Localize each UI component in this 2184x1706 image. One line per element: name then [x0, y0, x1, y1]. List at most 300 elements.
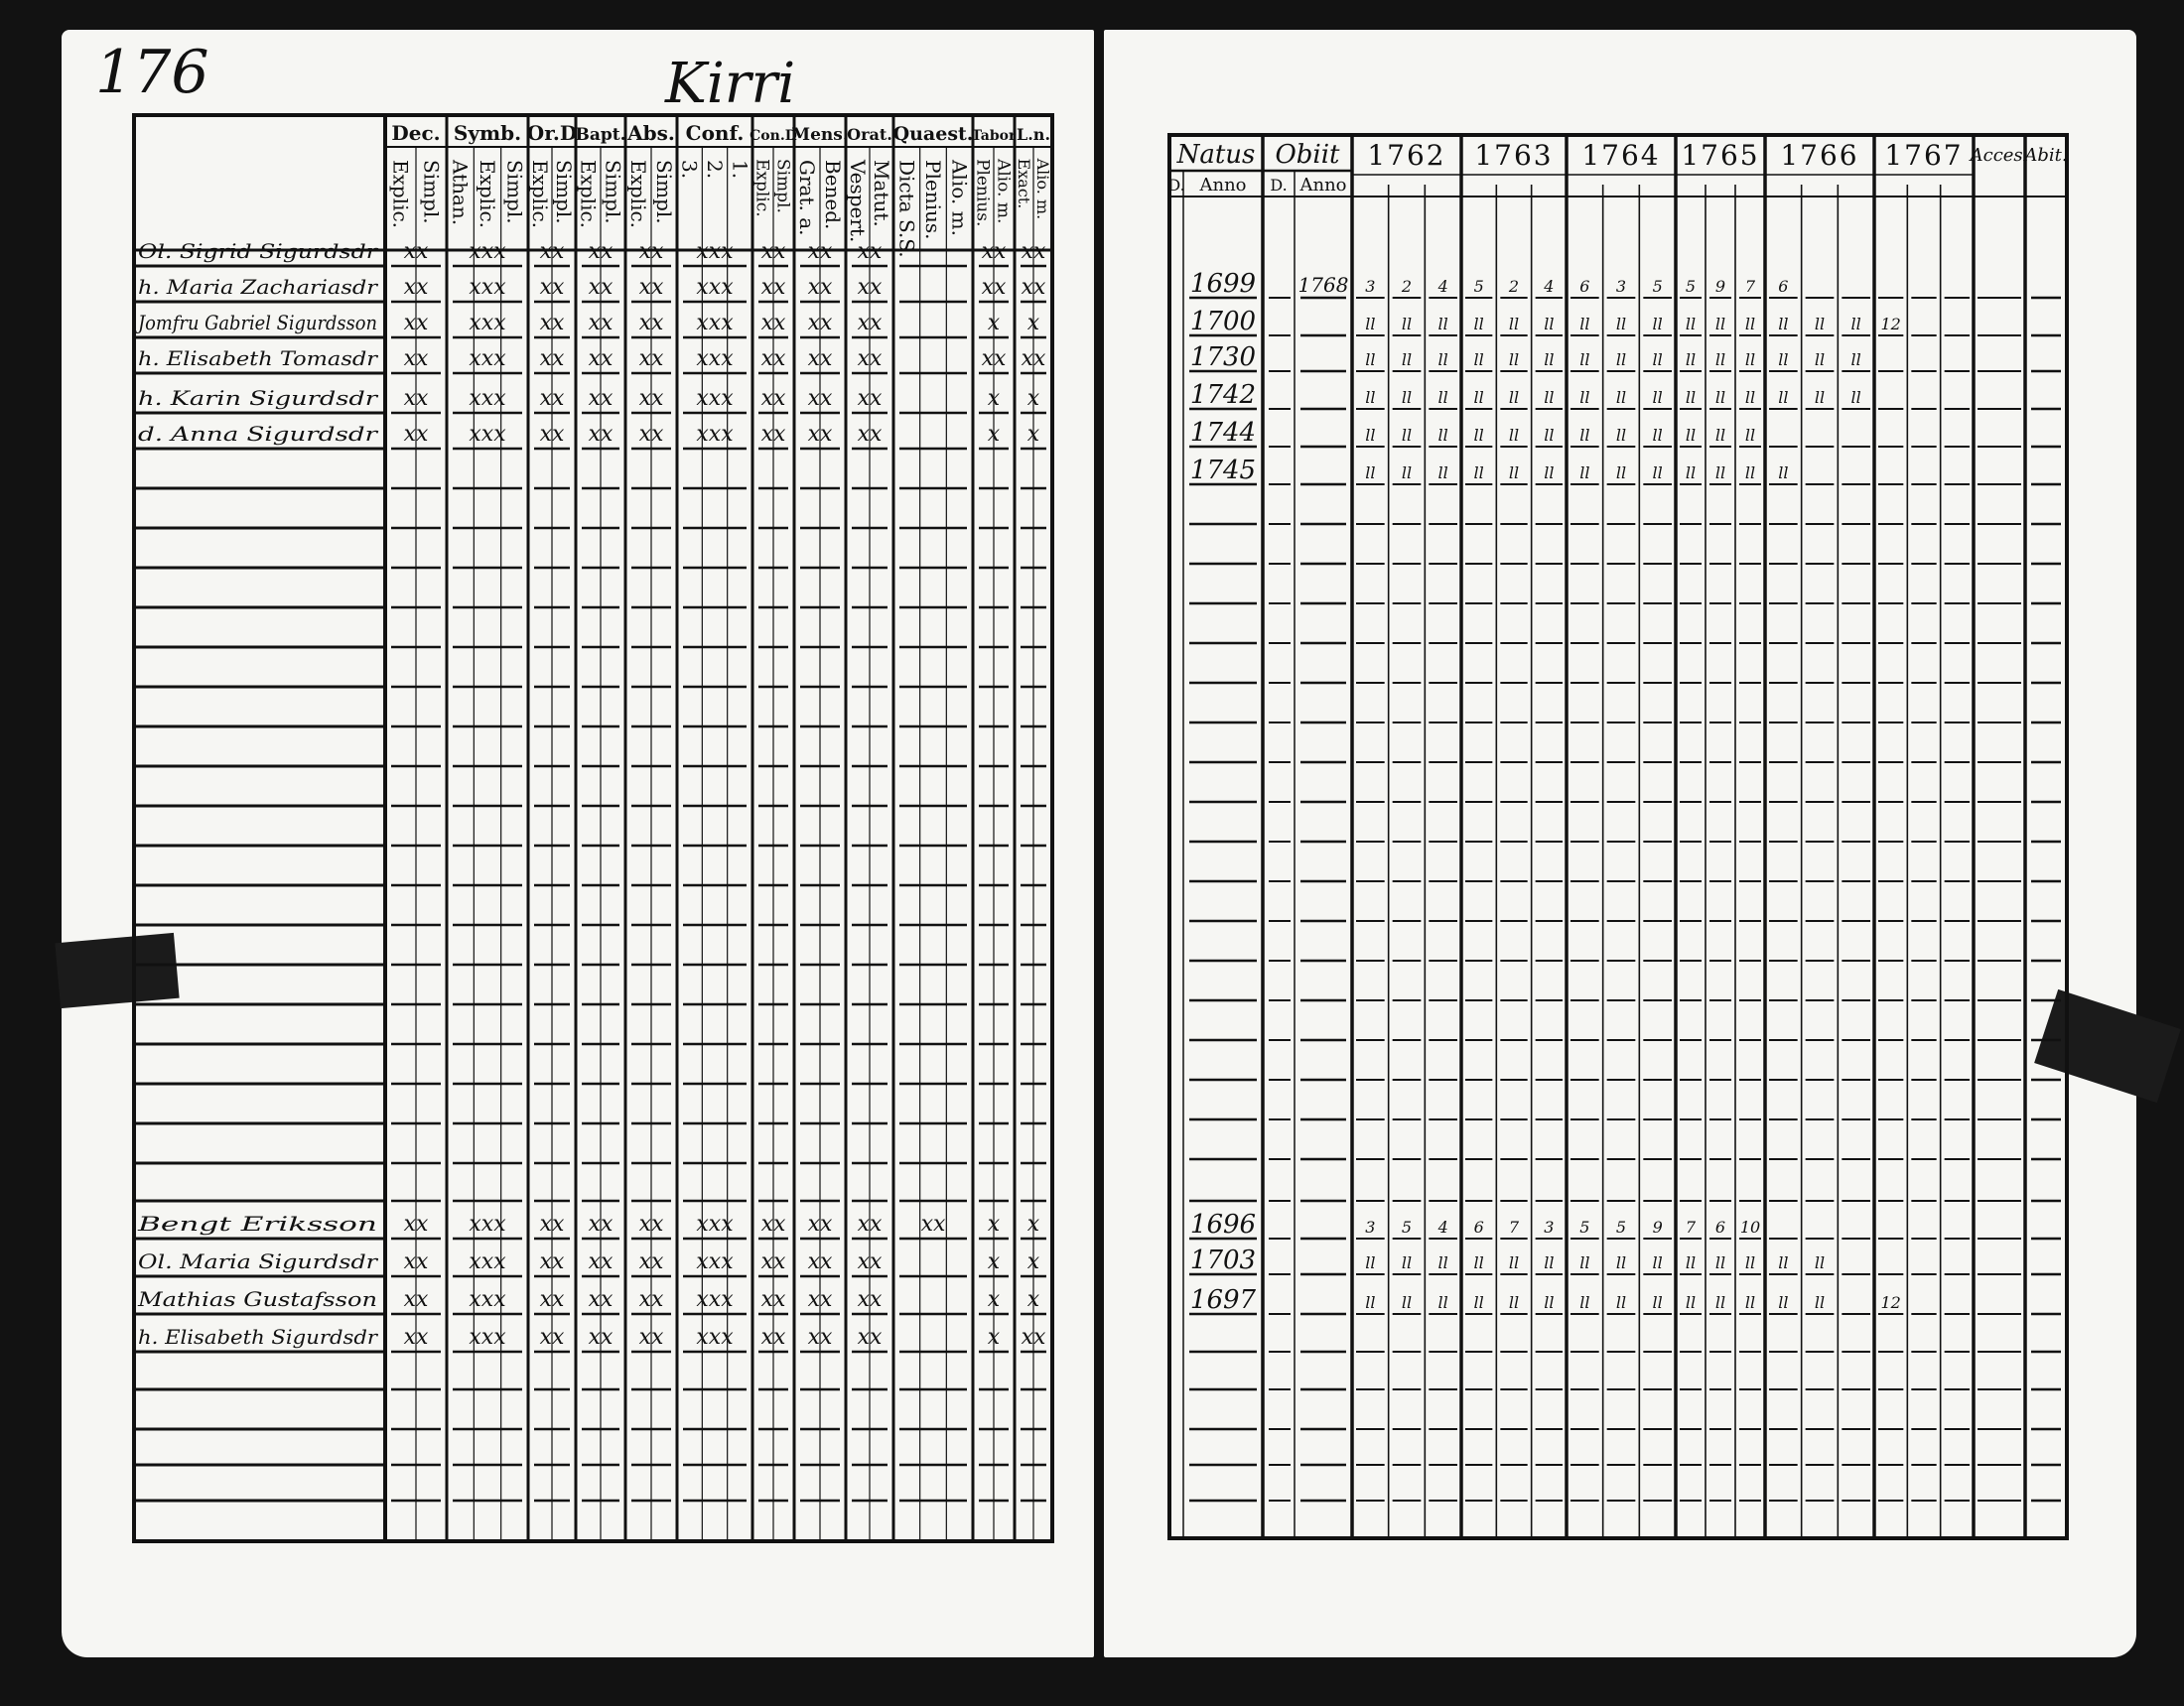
upper-row-mark: xx — [981, 275, 1007, 300]
upper-row-cell: ll — [1473, 463, 1484, 482]
upper-row-cell: ll — [1615, 426, 1627, 445]
column-subheader: Simpl. — [502, 159, 527, 224]
upper-row-cell: 2 — [1401, 277, 1413, 296]
upper-row-mark: xx — [857, 239, 883, 264]
upper-row-died: 1768 — [1297, 273, 1349, 297]
upper-row-born: 1745 — [1189, 456, 1257, 485]
upper-row-mark: xx — [403, 346, 429, 371]
column-subheader: Simpl. — [601, 160, 625, 224]
upper-row-cell: 9 — [1714, 277, 1726, 296]
upper-row-mark: xx — [1021, 239, 1046, 264]
upper-row-cell: ll — [1685, 463, 1697, 482]
lower-row-mark: xx — [539, 1325, 565, 1350]
column-header: Or.D — [526, 121, 578, 145]
upper-row-mark: xx — [760, 346, 786, 371]
lower-row-mark: xx — [638, 1212, 664, 1237]
lower-row-name: Ol. Maria Sigurdsdr — [138, 1249, 379, 1273]
upper-row-mark: xx — [588, 311, 614, 335]
lower-row-cell: 9 — [1652, 1218, 1663, 1237]
upper-row-mark: xx — [857, 275, 883, 300]
upper-row-cell: ll — [1778, 463, 1789, 482]
upper-row-mark: xx — [807, 422, 833, 447]
upper-row-cell: ll — [1508, 315, 1520, 333]
lower-row-cell: ll — [1685, 1293, 1697, 1312]
column-subheader: Vespert. — [846, 160, 870, 243]
lower-row-cell: ll — [1473, 1293, 1484, 1312]
upper-row-cell: ll — [1508, 426, 1520, 445]
upper-row-mark: xx — [403, 275, 429, 300]
upper-row-cell: ll — [1473, 388, 1484, 407]
lower-row-cell: ll — [1615, 1293, 1627, 1312]
lower-row-mark: xx — [403, 1325, 429, 1350]
upper-row-cell: ll — [1615, 350, 1627, 369]
upper-row-cell: 5 — [1473, 277, 1484, 296]
lower-row-born: 1697 — [1189, 1285, 1257, 1315]
lower-row-mark: xx — [1021, 1325, 1046, 1350]
column-subheader: Explic. — [576, 160, 601, 229]
upper-row-mark: x — [1026, 311, 1040, 335]
upper-row-cell: ll — [1508, 350, 1520, 369]
upper-row-cell: ll — [1714, 388, 1726, 407]
lower-row-cell: 3 — [1544, 1218, 1555, 1237]
lower-row-mark: xx — [403, 1249, 429, 1274]
upper-row-cell: 3 — [1615, 277, 1627, 296]
upper-row-cell: ll — [1778, 388, 1789, 407]
upper-row-cell: ll — [1544, 350, 1555, 369]
upper-row-cell: ll — [1508, 463, 1520, 482]
year-header: 1767 — [1884, 139, 1964, 172]
column-subheader: Explic. — [476, 160, 499, 229]
lower-row-born: 1703 — [1189, 1246, 1257, 1275]
upper-row-mark: xxx — [696, 386, 734, 411]
upper-row-name: h. Elisabeth Tomasdr — [138, 346, 379, 370]
lower-row-cell: 5 — [1579, 1218, 1590, 1237]
lower-row-cell: 5 — [1401, 1218, 1413, 1237]
upper-row-cell: ll — [1401, 463, 1413, 482]
upper-row-cell: ll — [1714, 315, 1726, 333]
upper-row-mark: xxx — [469, 275, 506, 300]
lower-row-cell: ll — [1685, 1253, 1697, 1272]
upper-row-cell: ll — [1579, 350, 1590, 369]
column-subheader: Explic. — [626, 160, 650, 229]
lower-row-mark: xxx — [469, 1287, 506, 1312]
upper-row-name: Ol. Sigrid Sigurdsdr — [138, 239, 379, 263]
lower-row-mark: xx — [403, 1287, 429, 1312]
lower-row-mark: xx — [539, 1212, 565, 1237]
upper-row-mark: xxx — [696, 346, 734, 371]
upper-row-mark: xx — [588, 386, 614, 411]
lower-row-mark: xx — [539, 1249, 565, 1274]
upper-row-cell: 12 — [1880, 315, 1901, 333]
upper-row-cell: 2 — [1508, 277, 1520, 296]
lower-row-cell: ll — [1778, 1253, 1789, 1272]
lower-row-mark: xx — [403, 1212, 429, 1237]
upper-row-mark: xx — [760, 239, 786, 264]
upper-row-mark: xx — [539, 275, 565, 300]
year-header: 1763 — [1474, 139, 1554, 172]
upper-row-mark: xx — [857, 386, 883, 411]
lower-row-cell: ll — [1714, 1253, 1726, 1272]
upper-row-name: d. Anna Sigurdsdr — [138, 422, 379, 446]
lower-row-mark: xx — [807, 1325, 833, 1350]
upper-row-cell: ll — [1744, 315, 1756, 333]
lower-row-cell: ll — [1579, 1253, 1590, 1272]
lower-row-cell: 7 — [1508, 1218, 1520, 1237]
upper-row-cell: ll — [1544, 315, 1555, 333]
upper-row-cell: ll — [1814, 315, 1826, 333]
column-subheader: Explic. — [388, 160, 413, 229]
lower-row-cell: 6 — [1473, 1218, 1484, 1237]
upper-row-mark: xx — [539, 386, 565, 411]
lower-row-cell: 3 — [1365, 1218, 1376, 1237]
upper-row-mark: xxx — [696, 422, 734, 447]
upper-row-cell: ll — [1685, 315, 1697, 333]
upper-row-cell: ll — [1685, 426, 1697, 445]
lower-row-cell: ll — [1652, 1293, 1663, 1312]
lower-row-cell: ll — [1437, 1253, 1448, 1272]
lower-row-mark: xx — [920, 1212, 946, 1237]
upper-row-mark: xx — [807, 346, 833, 371]
upper-row-cell: ll — [1685, 350, 1697, 369]
upper-row-cell: ll — [1814, 388, 1826, 407]
lower-row-cell: ll — [1814, 1293, 1826, 1312]
upper-row-cell: ll — [1850, 388, 1861, 407]
upper-row-cell: ll — [1652, 388, 1663, 407]
upper-row-cell: ll — [1544, 388, 1555, 407]
lower-row-cell: ll — [1401, 1253, 1413, 1272]
upper-row-mark: xx — [588, 275, 614, 300]
upper-row-born: 1699 — [1189, 269, 1257, 299]
column-header: L.n. — [1016, 125, 1051, 144]
lower-row-cell: ll — [1579, 1293, 1590, 1312]
year-header: 1762 — [1367, 139, 1446, 172]
column-header: Dec. — [391, 121, 441, 145]
lower-row-mark: xx — [857, 1325, 883, 1350]
upper-row-cell: ll — [1685, 388, 1697, 407]
lower-row-cell: ll — [1714, 1293, 1726, 1312]
upper-row-mark: xx — [539, 311, 565, 335]
upper-row-born: 1742 — [1189, 380, 1257, 410]
year-header: 1764 — [1581, 139, 1661, 172]
upper-row-mark: xx — [638, 422, 664, 447]
obiit-anno-label: Anno — [1299, 175, 1347, 196]
upper-row-cell: ll — [1473, 350, 1484, 369]
upper-row-mark: xxx — [696, 311, 734, 335]
year-header: 1765 — [1681, 139, 1760, 172]
upper-row-cell: ll — [1365, 350, 1376, 369]
lower-row-mark: xx — [807, 1212, 833, 1237]
upper-row-cell: ll — [1579, 388, 1590, 407]
obiit-header: Obiit — [1275, 140, 1340, 170]
upper-row-cell: ll — [1544, 463, 1555, 482]
upper-row-cell: ll — [1615, 315, 1627, 333]
upper-row-mark: xx — [807, 275, 833, 300]
upper-row-cell: ll — [1615, 388, 1627, 407]
upper-row-cell: ll — [1744, 426, 1756, 445]
column-subheader: Dicta S.S. — [894, 160, 919, 258]
lower-row-cell: ll — [1814, 1253, 1826, 1272]
upper-row-mark: xx — [1021, 346, 1046, 371]
natus-day-label: D. — [1167, 176, 1185, 195]
upper-row-cell: 5 — [1652, 277, 1663, 296]
upper-row-born: 1744 — [1189, 418, 1257, 448]
upper-row-mark: xxx — [469, 239, 506, 264]
upper-row-cell: ll — [1778, 315, 1789, 333]
upper-row-cell: ll — [1850, 350, 1861, 369]
lower-row-mark: xx — [638, 1249, 664, 1274]
lower-row-name: h. Elisabeth Sigurdsdr — [138, 1325, 379, 1349]
lower-row-cell: ll — [1544, 1293, 1555, 1312]
upper-row-mark: x — [987, 386, 1001, 411]
upper-row-mark: xx — [638, 275, 664, 300]
lower-row-mark: x — [987, 1325, 1001, 1350]
upper-row-born: 1730 — [1189, 342, 1257, 372]
upper-row-mark: xxx — [696, 239, 734, 264]
lower-row-mark: xx — [857, 1212, 883, 1237]
upper-row-mark: xx — [857, 422, 883, 447]
upper-row-cell: 4 — [1437, 277, 1448, 296]
upper-row-mark: x — [1026, 386, 1040, 411]
upper-row-mark: xxx — [469, 422, 506, 447]
lower-row-mark: xx — [588, 1325, 614, 1350]
column-subheader: Plenius. — [921, 160, 945, 240]
upper-row-cell: ll — [1615, 463, 1627, 482]
column-header: Abs. — [627, 121, 675, 145]
upper-row-cell: ll — [1437, 350, 1448, 369]
upper-row-cell: 7 — [1744, 277, 1756, 296]
lower-row-cell: ll — [1544, 1253, 1555, 1272]
lower-row-mark: xx — [807, 1287, 833, 1312]
lower-row-mark: xxx — [696, 1249, 734, 1274]
lower-row-mark: xxx — [696, 1287, 734, 1312]
upper-row-cell: ll — [1579, 463, 1590, 482]
upper-row-cell: ll — [1652, 463, 1663, 482]
lower-row-born: 1696 — [1189, 1210, 1257, 1240]
column-subheader: Alio. m. — [1032, 158, 1052, 220]
upper-row-cell: ll — [1508, 388, 1520, 407]
upper-row-mark: xx — [403, 422, 429, 447]
upper-row-cell: 4 — [1544, 277, 1555, 296]
upper-row-mark: xx — [857, 346, 883, 371]
upper-row-cell: 6 — [1778, 277, 1789, 296]
upper-row-cell: ll — [1714, 350, 1726, 369]
lower-row-mark: xx — [588, 1212, 614, 1237]
lower-row-mark: xxx — [469, 1249, 506, 1274]
column-header: Tabor — [971, 128, 1017, 144]
upper-row-mark: x — [987, 311, 1001, 335]
lower-row-cell: ll — [1652, 1253, 1663, 1272]
upper-row-cell: ll — [1437, 388, 1448, 407]
lower-row-cell: 12 — [1880, 1293, 1901, 1312]
upper-row-cell: ll — [1401, 426, 1413, 445]
upper-row-cell: ll — [1401, 315, 1413, 333]
upper-row-mark: xx — [760, 422, 786, 447]
lower-row-cell: ll — [1365, 1253, 1376, 1272]
upper-row-mark: xxx — [469, 386, 506, 411]
lower-row-cell: ll — [1437, 1293, 1448, 1312]
lower-row-name: Bengt Eriksson — [136, 1212, 377, 1236]
upper-row-cell: ll — [1744, 350, 1756, 369]
lower-row-cell: ll — [1508, 1293, 1520, 1312]
column-subheader: Simpl. — [419, 160, 444, 224]
lower-row-cell: 10 — [1739, 1218, 1761, 1237]
upper-row-cell: ll — [1714, 463, 1726, 482]
upper-row-mark: xx — [638, 311, 664, 335]
lower-row-mark: x — [1026, 1287, 1040, 1312]
upper-row-mark: xx — [403, 239, 429, 264]
upper-row-mark: xx — [588, 239, 614, 264]
lower-row-cell: ll — [1744, 1253, 1756, 1272]
column-subheader: 3. — [677, 160, 702, 180]
upper-row-mark: xx — [403, 311, 429, 335]
upper-row-mark: xx — [1021, 275, 1046, 300]
upper-row-cell: ll — [1365, 315, 1376, 333]
lower-row-name: Mathias Gustafsson — [136, 1287, 377, 1311]
upper-row-cell: ll — [1437, 426, 1448, 445]
column-header: Symb. — [453, 121, 522, 145]
lower-row-mark: xxx — [469, 1325, 506, 1350]
lower-row-mark: xx — [539, 1287, 565, 1312]
upper-row-cell: ll — [1652, 315, 1663, 333]
upper-row-mark: xx — [981, 346, 1007, 371]
lower-row-mark: xx — [760, 1249, 786, 1274]
lower-row-mark: xx — [857, 1249, 883, 1274]
upper-row-cell: ll — [1473, 426, 1484, 445]
column-subheader: Alio. m. — [947, 160, 972, 236]
upper-row-cell: ll — [1652, 350, 1663, 369]
upper-row-mark: xx — [403, 386, 429, 411]
upper-row-mark: xx — [539, 239, 565, 264]
column-header: Conf. — [685, 121, 745, 145]
column-subheader: Simpl. — [772, 158, 793, 213]
column-subheader: Bened. — [821, 160, 845, 230]
upper-row-cell: ll — [1473, 315, 1484, 333]
upper-row-cell: ll — [1401, 350, 1413, 369]
parish-heading: Kirri — [665, 52, 796, 116]
upper-row-cell: ll — [1778, 350, 1789, 369]
upper-row-cell: ll — [1714, 426, 1726, 445]
upper-row-cell: 5 — [1685, 277, 1697, 296]
column-subheader: Explic. — [528, 160, 552, 229]
natus-anno-label: Anno — [1199, 175, 1247, 196]
upper-row-cell: 3 — [1365, 277, 1376, 296]
column-header: Bapt. — [575, 125, 626, 145]
upper-row-cell: ll — [1744, 388, 1756, 407]
upper-row-name: Jomfru Gabriel Sigurdsson — [134, 311, 377, 334]
column-subheader: Matut. — [870, 160, 893, 227]
column-subheader: 2. — [703, 160, 727, 180]
lower-row-mark: x — [1026, 1249, 1040, 1274]
lower-row-mark: xx — [760, 1212, 786, 1237]
lower-row-cell: ll — [1615, 1253, 1627, 1272]
upper-row-born: 1700 — [1189, 307, 1257, 336]
upper-row-cell: ll — [1437, 315, 1448, 333]
lower-row-cell: ll — [1778, 1293, 1789, 1312]
table-frame — [1169, 135, 2067, 1538]
lower-row-cell: ll — [1744, 1293, 1756, 1312]
accessit-header: Acces. — [1970, 145, 2029, 166]
lower-row-mark: xxx — [696, 1212, 734, 1237]
upper-row-mark: xxx — [469, 311, 506, 335]
lower-row-cell: 7 — [1685, 1218, 1697, 1237]
upper-row-cell: ll — [1652, 426, 1663, 445]
column-header: Con.D — [750, 128, 797, 144]
lower-row-cell: 4 — [1437, 1218, 1448, 1237]
lower-row-mark: xx — [588, 1287, 614, 1312]
natus-header: Natus — [1176, 140, 1256, 170]
lower-row-mark: xx — [638, 1287, 664, 1312]
lower-row-mark: xxx — [469, 1212, 506, 1237]
lower-row-cell: ll — [1401, 1293, 1413, 1312]
upper-row-cell: ll — [1365, 426, 1376, 445]
upper-row-name: h. Maria Zachariasdr — [138, 275, 379, 299]
lower-row-mark: xxx — [696, 1325, 734, 1350]
upper-row-mark: xx — [539, 422, 565, 447]
year-header: 1766 — [1780, 139, 1859, 172]
page-number: 176 — [95, 38, 209, 107]
upper-row-name: h. Karin Sigurdsdr — [138, 386, 379, 410]
upper-row-mark: xx — [638, 386, 664, 411]
upper-row-mark: x — [1026, 422, 1040, 447]
upper-row-mark: xx — [807, 311, 833, 335]
upper-row-mark: x — [987, 422, 1001, 447]
upper-row-mark: xx — [638, 346, 664, 371]
upper-row-mark: xx — [588, 422, 614, 447]
lower-row-mark: xx — [857, 1287, 883, 1312]
lower-row-mark: x — [987, 1249, 1001, 1274]
column-header: Quaest. — [892, 123, 974, 145]
column-subheader: Explic. — [751, 158, 772, 217]
lower-row-mark: x — [987, 1212, 1001, 1237]
lower-row-cell: 6 — [1714, 1218, 1726, 1237]
lower-row-cell: ll — [1508, 1253, 1520, 1272]
column-subheader: Exact. — [1014, 158, 1033, 209]
upper-row-mark: xx — [857, 311, 883, 335]
upper-row-mark: xxx — [469, 346, 506, 371]
upper-row-mark: xx — [638, 239, 664, 264]
upper-row-cell: ll — [1401, 388, 1413, 407]
upper-row-mark: xx — [807, 239, 833, 264]
upper-row-cell: ll — [1744, 463, 1756, 482]
upper-row-cell: ll — [1579, 426, 1590, 445]
lower-row-mark: xx — [807, 1249, 833, 1274]
upper-row-mark: xx — [760, 386, 786, 411]
upper-row-cell: ll — [1544, 426, 1555, 445]
upper-row-cell: ll — [1365, 463, 1376, 482]
lower-row-mark: x — [1026, 1212, 1040, 1237]
lower-row-cell: ll — [1473, 1253, 1484, 1272]
upper-row-mark: xxx — [696, 275, 734, 300]
abiit-header: Abit. — [2024, 145, 2068, 166]
column-subheader: Plenius. — [972, 158, 993, 227]
lower-row-mark: xx — [638, 1325, 664, 1350]
upper-row-cell: ll — [1850, 315, 1861, 333]
upper-row-mark: xx — [981, 239, 1007, 264]
lower-row-mark: xx — [760, 1325, 786, 1350]
lower-row-mark: x — [987, 1287, 1001, 1312]
column-subheader: Grat. a. — [795, 160, 819, 236]
column-header: Mens. — [791, 125, 849, 145]
column-subheader: Simpl. — [552, 160, 576, 224]
column-header: Orat. — [847, 125, 892, 144]
lower-row-cell: 5 — [1615, 1218, 1627, 1237]
upper-row-mark: xx — [539, 346, 565, 371]
column-subheader: Athan. — [448, 160, 473, 226]
upper-row-mark: xx — [807, 386, 833, 411]
obiit-day-label: D. — [1270, 176, 1288, 195]
upper-row-mark: xx — [588, 346, 614, 371]
upper-row-cell: ll — [1437, 463, 1448, 482]
